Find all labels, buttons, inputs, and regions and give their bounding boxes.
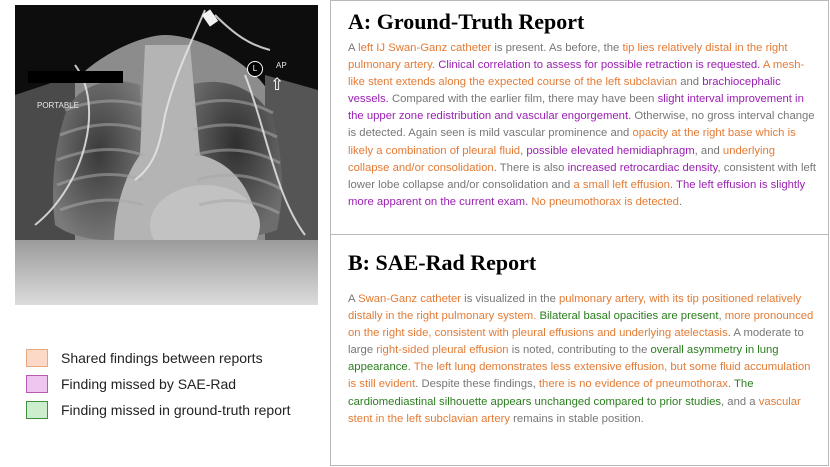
- report-segment-shared: opacity at the right base which is likely a combination of pleural fluid: [348, 127, 796, 157]
- report-a-title: A: Ground-Truth Report: [348, 9, 585, 34]
- sae-rad-report-panel: [330, 234, 829, 466]
- report-segment-shared: No pneumothorax is detected: [531, 195, 679, 208]
- report-b-title: B: SAE-Rad Report: [348, 250, 537, 275]
- report-segment-gt: Bilateral basal opacities are present: [539, 310, 719, 323]
- report-segment-plain: is present. As before, the: [491, 42, 623, 54]
- report-segment-plain: is noted, contributing to the: [508, 344, 651, 357]
- legend-swatch: [26, 349, 48, 367]
- report-segment-plain: .: [407, 361, 414, 374]
- report-segment-shared: tip lies relatively distal in the right pulmonary artery.: [348, 42, 788, 72]
- report-segment-plain: is visualized in the: [461, 293, 560, 305]
- report-segment-plain: remains in stable position.: [510, 412, 644, 425]
- report-segment-plain: A: [348, 293, 359, 305]
- report-segment-gt: overall asymmetry in lung appearance: [348, 344, 779, 374]
- report-segment-plain: .: [669, 178, 677, 191]
- chest-xray-image: [15, 5, 318, 305]
- legend-item: [26, 348, 291, 367]
- report-segment-plain: . There is also: [493, 161, 568, 174]
- legend-swatch: [26, 401, 48, 419]
- report-segment-plain: . A moderate to large: [348, 327, 804, 357]
- legend-swatch: [26, 375, 48, 393]
- report-b-body: [348, 291, 818, 428]
- report-segment-gt: The cardiomediastinal silhouette appears unchanged compared to prior studies: [348, 378, 754, 408]
- report-segment-plain: , and a: [721, 395, 759, 408]
- report-segment-missed: brachiocephalic vessels.: [348, 76, 781, 106]
- report-segment-missed: possible elevated hemidiaphragm: [526, 144, 695, 157]
- legend-label: Finding missed by SAE-Rad: [61, 375, 237, 392]
- report-segment-plain: , consistent with left lower lobe collapse and/or consolidation and: [348, 161, 817, 191]
- legend-item: [26, 400, 291, 419]
- report-segment-missed: Clinical correlation to assess for possible retraction is requested.: [438, 59, 761, 72]
- report-segment-shared: more pronounced on the right side, consistent with pleural effusions and underlying atelectasis: [348, 310, 814, 340]
- color-legend: [26, 348, 291, 426]
- report-segment-shared: right-sided pleural effusion: [376, 344, 509, 357]
- report-segment-shared: underlying collapse and/or consolidation: [348, 144, 776, 174]
- report-segment-plain: and: [677, 76, 703, 89]
- report-segment-plain: . Despite these findings,: [415, 378, 539, 391]
- report-segment-missed: The left effusion is slightly more apparent on the current exam.: [348, 178, 806, 208]
- legend-label: Finding missed in ground-truth report: [61, 401, 291, 418]
- report-segment-plain: A: [348, 42, 359, 54]
- report-segment-shared: a small left effusion: [573, 178, 670, 191]
- report-segment-shared: left IJ Swan-Ganz catheter: [358, 42, 492, 54]
- report-segment-shared: vascular stent in the left subclavian artery: [348, 395, 801, 425]
- ap-label: AP: [276, 61, 287, 70]
- side-marker-icon: L: [247, 61, 263, 77]
- report-segment-plain: ,: [520, 144, 527, 157]
- xray-drawing: [15, 5, 318, 305]
- report-segment-plain: , and: [694, 144, 723, 157]
- report-segment-plain: ,: [718, 310, 725, 323]
- report-segment-shared: there is no evidence of pneumothorax: [538, 378, 728, 391]
- report-segment-shared: The left lung demonstrates less extensive effusion, but some fluid accumulation is still evident: [348, 361, 811, 391]
- report-segment-shared: A mesh-like stent extends along the expected course of the left subclavian: [348, 59, 805, 89]
- legend-item: [26, 374, 291, 393]
- portable-label: PORTABLE: [37, 101, 79, 110]
- report-segment-plain: Compared with the earlier film, there may have been: [388, 93, 658, 106]
- report-segment-plain: Otherwise, no gross interval change is detected. Again seen is mild vascular prominence and: [348, 110, 815, 140]
- report-segment-shared: Swan-Ganz catheter: [358, 293, 462, 305]
- report-segment-missed: slight interval improvement in the upper zone redistribution and vascular engorgement.: [348, 93, 804, 123]
- report-segment-plain: .: [678, 195, 683, 208]
- up-arrow-icon: ⇧: [270, 75, 285, 95]
- report-segment-plain: .: [727, 378, 735, 391]
- report-segment-shared: pulmonary artery, with its tip positioned relatively distally in the right pulmonary system.: [348, 293, 802, 323]
- ground-truth-report-panel: [330, 0, 829, 235]
- report-a-body: [348, 40, 818, 211]
- report-segment-missed: increased retrocardiac density: [567, 161, 718, 174]
- legend-label: Shared findings between reports: [61, 349, 263, 366]
